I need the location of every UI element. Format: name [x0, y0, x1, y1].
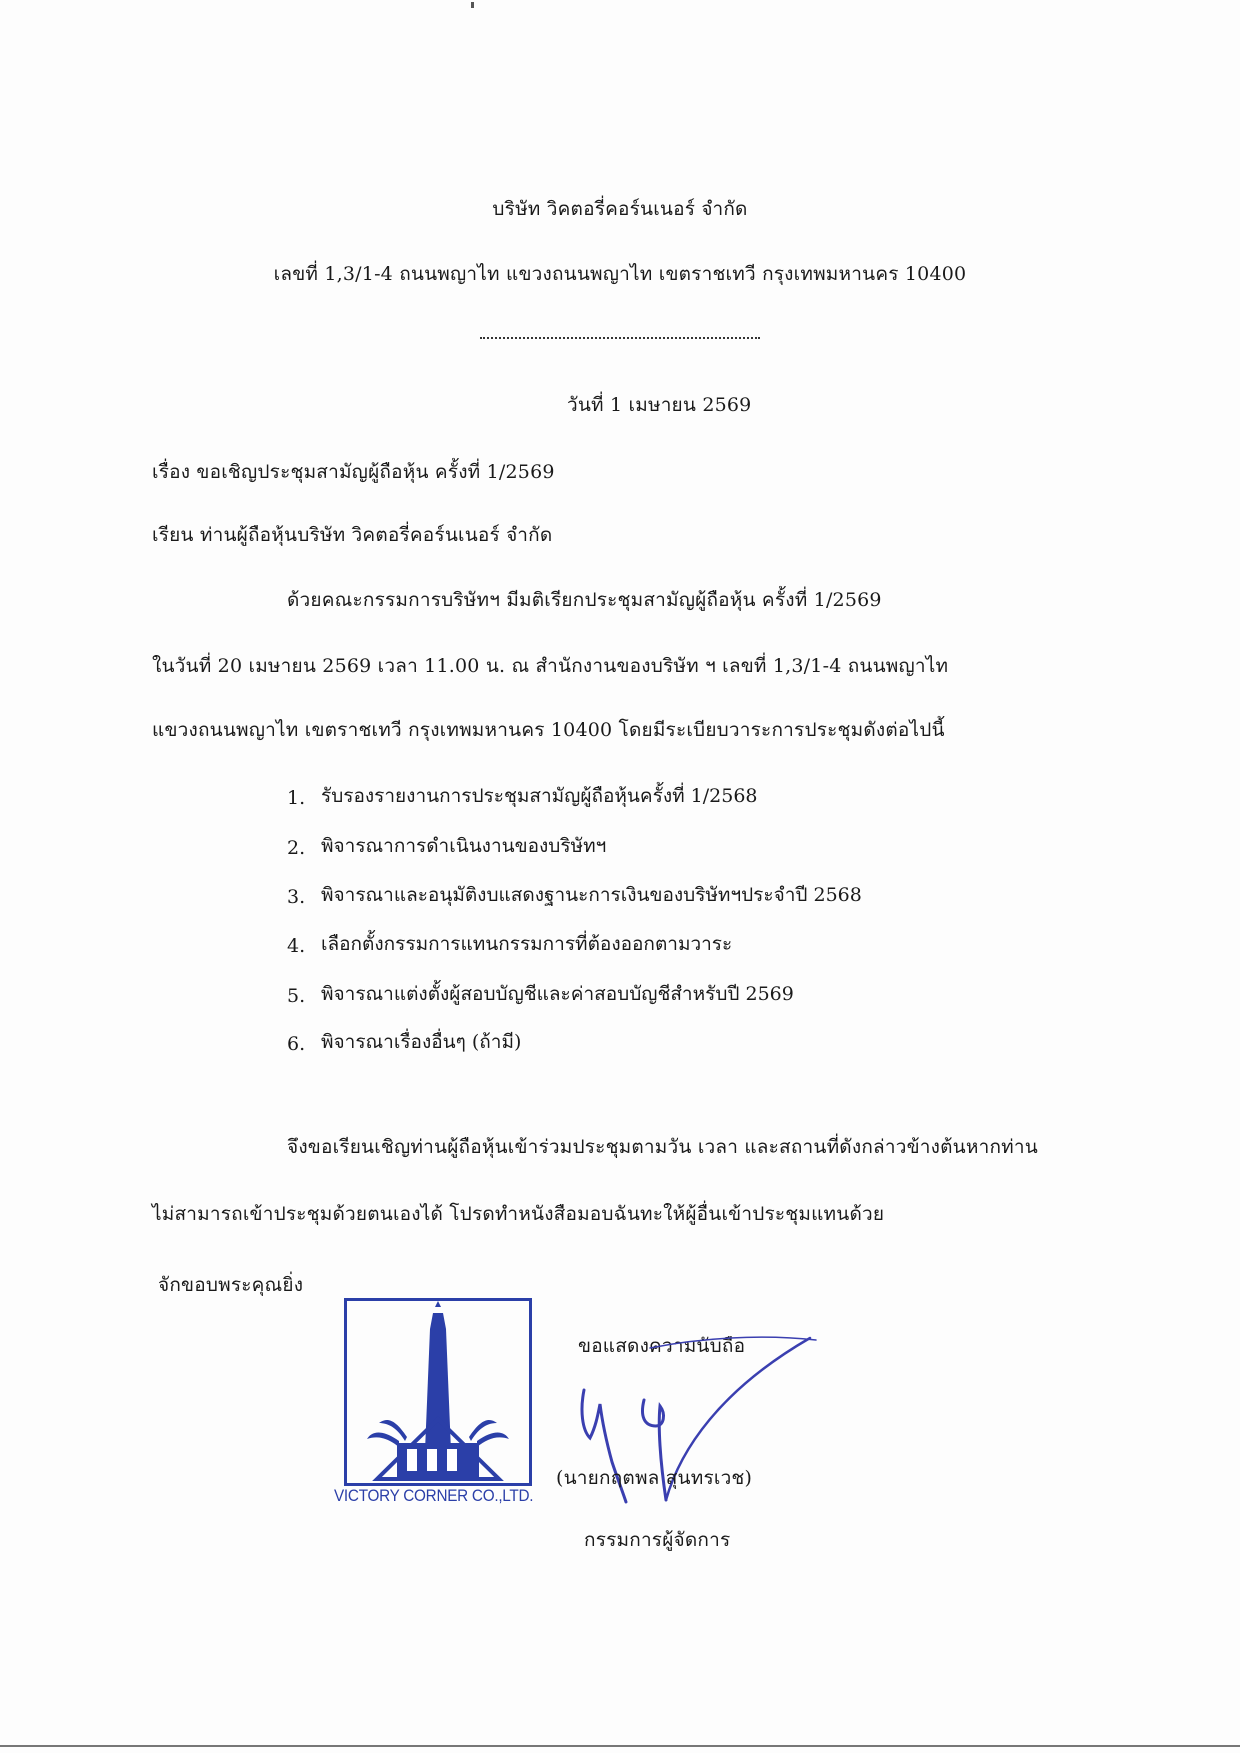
thanks-text: จักขอบพระคุณยิ่ง	[158, 1274, 304, 1296]
letter-recipient: เรียน ท่านผู้ถือหุ้นบริษัท วิคตอรี่คอร์นเนอร์ จำกัด	[152, 524, 553, 546]
company-address: เลขที่ 1,3/1-4 ถนนพญาไท แขวงถนนพญาไท เขตราชเทวี กรุงเทพมหานคร 10400	[273, 263, 967, 285]
letter-date: วันที่ 1 เมษายน 2569	[567, 394, 752, 416]
signer-title: กรรมการผู้จัดการ	[584, 1529, 731, 1551]
company-name: บริษัท วิคตอรี่คอร์นเนอร์ จำกัด	[492, 198, 748, 220]
closing-line-1: จึงขอเรียนเชิญท่านผู้ถือหุ้นเข้าร่วมประชุมตามวัน เวลา และสถานที่ดังกล่าวข้างต้นหากท่าน	[287, 1136, 1038, 1158]
agenda-text: เลือกตั้งกรรมการแทนกรรมการที่ต้องออกตามวาระ	[321, 933, 733, 955]
letter-subject: เรื่อง ขอเชิญประชุมสามัญผู้ถือหุ้น ครั้งที่ 1/2569	[152, 461, 555, 483]
agenda-number: 3.	[287, 886, 306, 908]
monument-icon	[347, 1301, 529, 1483]
agenda-number: 2.	[287, 837, 306, 859]
company-logo	[344, 1298, 532, 1486]
body-line-2: ในวันที่ 20 เมษายน 2569 เวลา 11.00 น. ณ สำนักงานของบริษัท ฯ เลขที่ 1,3/1-4 ถนนพญาไท	[152, 655, 949, 677]
agenda-number: 6.	[287, 1033, 306, 1055]
body-line-1: ด้วยคณะกรรมการบริษัทฯ มีมติเรียกประชุมสามัญผู้ถือหุ้น ครั้งที่ 1/2569	[287, 589, 882, 611]
company-logo-caption: VICTORY CORNER CO.,LTD.	[334, 1486, 534, 1505]
agenda-text: พิจารณาแต่งตั้งผู้สอบบัญชีและค่าสอบบัญชีสำหรับปี 2569	[321, 983, 794, 1005]
body-line-3: แขวงถนนพญาไท เขตราชเทวี กรุงเทพมหานคร 10400 โดยมีระเบียบวาระการประชุมดังต่อไปนี้	[152, 719, 945, 741]
regards-text: ขอแสดงความนับถือ	[578, 1335, 746, 1357]
signer-name: (นายกฤตพล สุนทรเวช)	[556, 1467, 753, 1489]
agenda-number: 5.	[287, 985, 306, 1007]
agenda-text: พิจารณาการดำเนินงานของบริษัทฯ	[321, 835, 607, 857]
agenda-text: พิจารณาและอนุมัติงบแสดงฐานะการเงินของบริษัทฯประจำปี 2568	[321, 884, 862, 906]
scan-edge-line	[0, 1745, 1240, 1747]
closing-line-2: ไม่สามารถเข้าประชุมด้วยตนเองได้ โปรดทำหนังสือมอบฉันทะให้ผู้อื่นเข้าประชุมแทนด้วย	[152, 1203, 885, 1225]
dotted-separator	[480, 335, 760, 339]
agenda-text: พิจารณาเรื่องอื่นๆ (ถ้ามี)	[321, 1031, 522, 1053]
scan-mark	[471, 2, 474, 8]
agenda-number: 4.	[287, 935, 306, 957]
agenda-number: 1.	[287, 787, 306, 809]
agenda-text: รับรองรายงานการประชุมสามัญผู้ถือหุ้นครั้งที่ 1/2568	[321, 785, 758, 807]
